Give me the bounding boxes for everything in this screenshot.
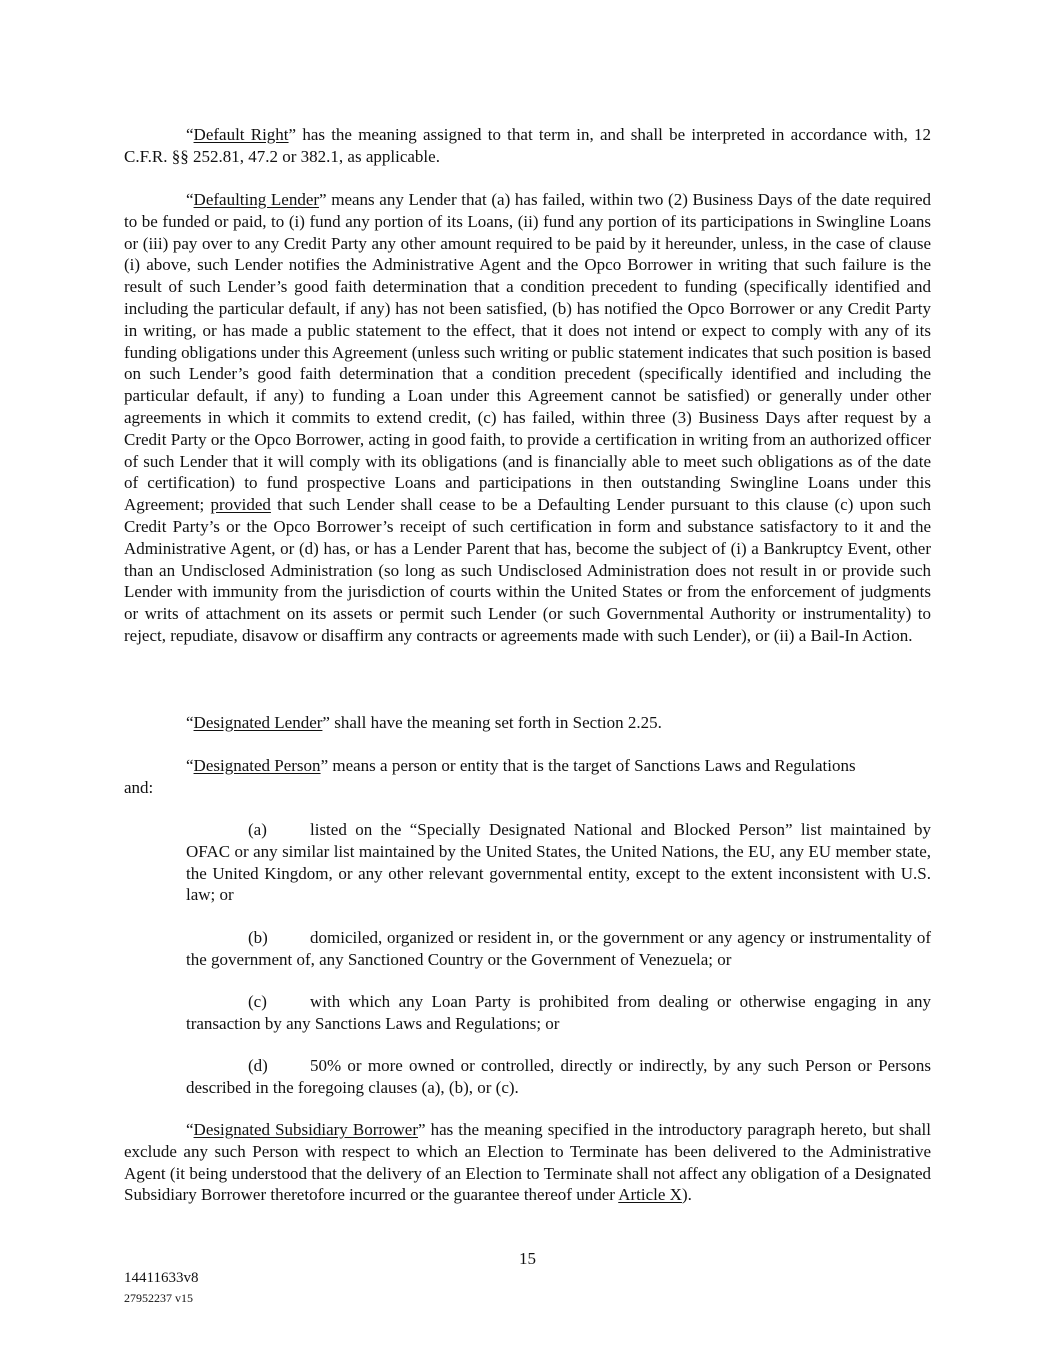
list-item-label: (a) [248,820,267,839]
defined-term: Default Right [193,125,289,144]
definition-designated-subsidiary-borrower: “Designated Subsidiary Borrower” has the meaning specified in the introductory paragraph hereto, but shall exclude any such Person with respect to which an Election to Terminate has been delivered to the Administrative Agent (it being understood that the delivery of an Election to Terminate shall not affect any obligation of a Designated Subsidiary Borrower theretofore incurred or the guarantee thereof under Article X). [124,1120,931,1205]
document-id-secondary: 27952237 v15 [124,1291,193,1305]
continuation-text: and: [124,778,154,797]
definition-designated-person: “Designated Person” means a person or entity that is the target of Sanctions Laws and Regulations [186,756,856,775]
defined-term: Designated Person [193,756,321,775]
list-item: (a) listed on the “Specially Designated National and Blocked Person” list maintained by OFAC or any similar list maintained by the United States, the United Nations, the EU, any EU member state, the United Kingdom, or any other relevant governmental entity, except to the extent inconsistent with U.S. law; or [186,820,931,905]
document-id-primary: 14411633v8 [124,1270,199,1286]
article-reference: Article X [618,1185,682,1205]
definition-defaulting-lender: “Defaulting Lender” means any Lender that (a) has failed, within two (2) Business Days of the date required to be funded or paid, to (i) fund any portion of its Loans, (ii) fund any portion of its participations in Swingline Loans or (iii) pay over to any Credit Party any other amount required to be paid by it hereunder, unless, in the case of clause (i) above, such Lender notifies the Administrative Agent and the Opco Borrower in writing that such failure is the result of such Lender’s good faith determination that a condition precedent to funding (specifically identified and including the particular default, if any) has not been satisfied, (b) has notified the Opco Borrower or any Credit Party in writing, or has made a public statement to the effect, that it does not intend or expect to comply with any of its funding obligations under this Agreement (unless such writing or public statement indicates that such position is based on such Lender’s good faith determination that a condition precedent (specifically identified and including the particular default, if any) to funding a Loan under this Agreement cannot be satisfied) or generally under other agreements in which it commits to extend credit, (c) has failed, within three (3) Business Days after request by a Credit Party or the Opco Borrower, acting in good faith, to provide a certification in writing from an authorized officer of such Lender that it will comply with its obligations (and is financially able to meet such obligations as of the date of certification) to fund prospective Loans and participations in then outstanding Swingline Loans under this Agreement; provided that such Lender shall cease to be a Defaulting Lender pursuant to this clause (c) upon such Credit Party’s or the Opco Borrower’s receipt of such certification in form and substance satisfactory to it and the Administrative Agent, or (d) has, or has a Lender Parent that has, become the subject of (i) a Bankruptcy Event, other than an Undisclosed Administration (so long as such Undisclosed Administration does not result in or provide such Lender with immunity from the jurisdiction of courts within the United States or from the enforcement of judgments or writs of attachment on its assets or permit such Lender (or such Governmental Authority or instrumentality) to reject, repudiate, disavow or disaffirm any contracts or agreements made with such Lender), or (ii) a Bail-In Action. [124,190,931,645]
definition-designated-lender: “Designated Lender” shall have the meaning set forth in Section 2.25. [186,713,662,732]
list-item-label: (d) [248,1056,268,1075]
list-item-label: (c) [248,992,267,1011]
defined-term: Designated Subsidiary Borrower [193,1120,418,1139]
list-item: (b) domiciled, organized or resident in, or the government or any agency or instrumentality of the government of, any Sanctioned Country or the Government of Venezuela; or [186,928,931,969]
list-item-label: (b) [248,928,268,947]
definition-default-right: “Default Right” has the meaning assigned to that term in, and shall be interpreted in accordance with, 12 C.F.R. §§ 252.81, 47.2 or 382.1, as applicable. [124,125,932,166]
provided-term: provided [210,495,271,515]
defined-term: Defaulting Lender [193,190,320,209]
list-item: (c) with which any Loan Party is prohibited from dealing or otherwise engaging in any transaction by any Sanctions Laws and Regulations; or [186,992,931,1033]
page-number: 15 [519,1249,536,1268]
list-item: (d) 50% or more owned or controlled, directly or indirectly, by any such Person or Persons described in the foregoing clauses (a), (b), or (c). [186,1056,931,1097]
defined-term: Designated Lender [193,713,323,732]
